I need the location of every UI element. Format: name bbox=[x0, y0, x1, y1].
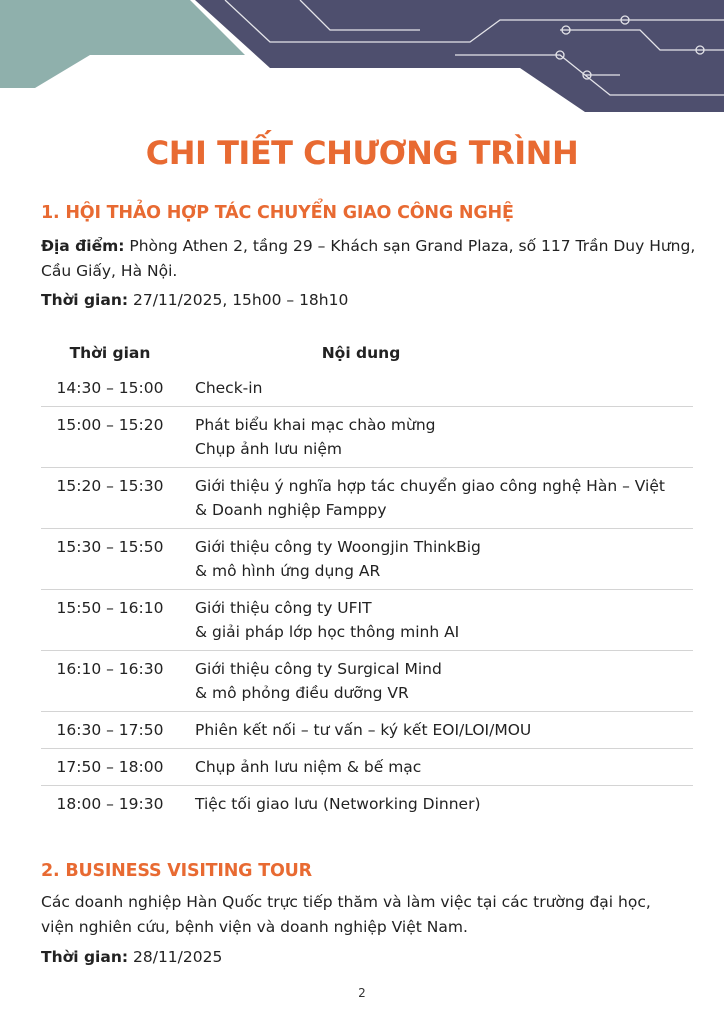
row-line1: Giới thiệu công ty UFIT bbox=[195, 599, 372, 617]
section2-heading: 2. BUSINESS VISITING TOUR bbox=[41, 861, 312, 881]
page-number: 2 bbox=[358, 986, 366, 1000]
row-time: 15:30 – 15:50 bbox=[41, 529, 179, 590]
row-content bbox=[179, 370, 693, 407]
row-line1: Giới thiệu ý nghĩa hợp tác chuyển giao công nghệ Hàn – Việt bbox=[195, 477, 665, 495]
row-line1: Phát biểu khai mạc chào mừng bbox=[195, 416, 436, 434]
table-row bbox=[41, 590, 693, 651]
desc-line1: Các doanh nghiệp Hàn Quốc trực tiếp thăm và làm việc tại các trường đại học, bbox=[41, 893, 651, 911]
row-time: 15:20 – 15:30 bbox=[41, 468, 179, 529]
table-row bbox=[41, 651, 693, 712]
row-content bbox=[179, 468, 693, 529]
row-content bbox=[179, 529, 693, 590]
table-row bbox=[41, 370, 693, 407]
time-value: 28/11/2025 bbox=[128, 948, 223, 966]
row-content bbox=[179, 749, 693, 786]
schedule-rows bbox=[41, 370, 693, 822]
time-label: Thời gian: bbox=[41, 291, 129, 309]
table-row bbox=[41, 712, 693, 749]
row-time: 18:00 – 19:30 bbox=[56, 795, 164, 813]
row-content bbox=[179, 651, 693, 712]
section1-time bbox=[41, 288, 701, 313]
section1-heading: 1. HỘI THẢO HỢP TÁC CHUYỂN GIAO CÔNG NGHỆ bbox=[41, 203, 514, 223]
table-row bbox=[41, 786, 693, 823]
row-line1: Giới thiệu công ty Surgical Mind bbox=[195, 660, 442, 678]
schedule-table bbox=[41, 340, 693, 822]
table-row bbox=[41, 749, 693, 786]
row-line1: Giới thiệu công ty Woongjin ThinkBig bbox=[195, 538, 481, 556]
section1-location bbox=[41, 234, 701, 284]
section2-description bbox=[41, 890, 701, 940]
row-content bbox=[179, 590, 693, 651]
header-content: Nội dung bbox=[321, 344, 401, 362]
row-content bbox=[179, 786, 693, 823]
table-row bbox=[41, 529, 693, 590]
row-line1: Phiên kết nối – tư vấn – ký kết EOI/LOI/MOU bbox=[195, 721, 532, 739]
header-decoration bbox=[0, 0, 724, 112]
desc-line2: viện nghiên cứu, bệnh viện và doanh nghiệp Việt Nam. bbox=[41, 918, 468, 936]
row-line2: Chụp ảnh lưu niệm bbox=[195, 440, 342, 458]
page-title: CHI TIẾT CHƯƠNG TRÌNH bbox=[145, 134, 579, 172]
time-label: Thời gian: bbox=[41, 948, 129, 966]
table-row bbox=[41, 407, 693, 468]
time-value: 27/11/2025, 15h00 – 18h10 bbox=[128, 291, 349, 309]
location-line1: Phòng Athen 2, tầng 29 – Khách sạn Grand Plaza, số 117 Trần Duy Hưng, bbox=[124, 237, 696, 255]
table-row bbox=[41, 468, 693, 529]
row-time: 15:50 – 16:10 bbox=[41, 590, 179, 651]
row-line1: Tiệc tối giao lưu (Networking Dinner) bbox=[195, 795, 481, 813]
location-line2: Cầu Giấy, Hà Nội. bbox=[41, 262, 178, 280]
row-line2: & Doanh nghiệp Famppy bbox=[195, 501, 387, 519]
row-line2: & mô hình ứng dụng AR bbox=[195, 562, 381, 580]
section2-time bbox=[41, 945, 701, 970]
row-time: 14:30 – 15:00 bbox=[41, 370, 179, 407]
row-time: 16:30 – 17:50 bbox=[41, 712, 179, 749]
row-line1: Check-in bbox=[195, 379, 263, 397]
row-line2: & giải pháp lớp học thông minh AI bbox=[195, 623, 460, 641]
table-header-row bbox=[41, 340, 693, 370]
row-line1: Chụp ảnh lưu niệm & bế mạc bbox=[195, 758, 422, 776]
row-time: 15:00 – 15:20 bbox=[41, 407, 179, 468]
location-label: Địa điểm: bbox=[41, 237, 125, 255]
row-time: 16:10 – 16:30 bbox=[41, 651, 179, 712]
row-content bbox=[179, 712, 693, 749]
row-line2: & mô phỏng điều dưỡng VR bbox=[195, 684, 409, 702]
header-time: Thời gian bbox=[69, 344, 151, 362]
row-content bbox=[179, 407, 693, 468]
row-time: 17:50 – 18:00 bbox=[41, 749, 179, 786]
